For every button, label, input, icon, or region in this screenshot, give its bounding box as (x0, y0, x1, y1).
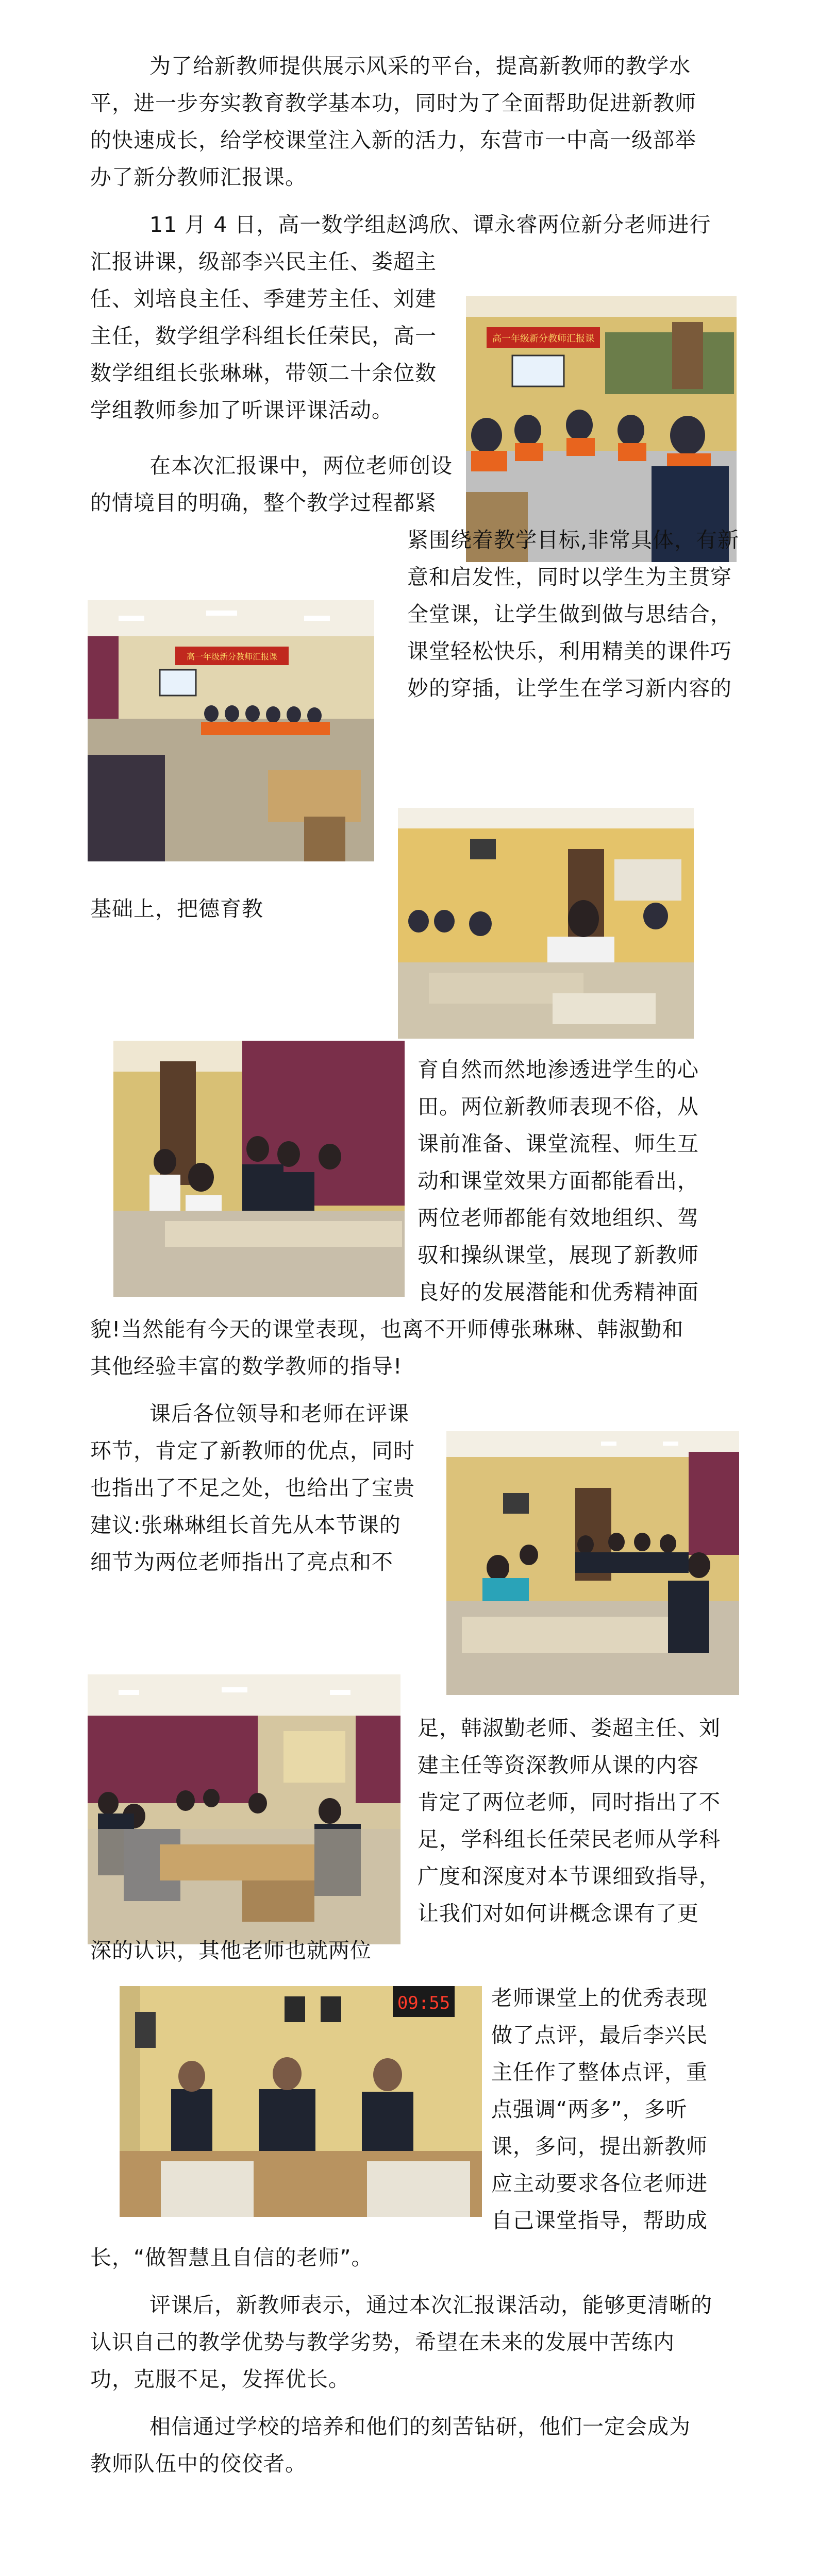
banner-text-2: 高一年级新分教师汇报课 (186, 652, 278, 662)
para3-line5: 全堂课，让学生做到做与思结合， (407, 602, 732, 626)
para3-line3: 紧围绕着教学目标,非常具体，有新 (407, 528, 740, 552)
para4-line10: 广度和深度对本节课细致指导， (418, 1864, 721, 1889)
para4-line12: 深的认识，其他老师也就两位 (90, 1938, 372, 1963)
para2-line4: 主任，数学组学科组长任荣民，高一 (90, 324, 437, 348)
para3-line15: 良好的发展潜能和优秀精神面 (418, 1280, 699, 1304)
para6-line1: 相信通过学校的培养和他们的刻苦钻研，他们一定会成为 (149, 2414, 691, 2439)
para5-line2: 认识自己的教学优势与教学劣势，希望在未来的发展中苦练内 (90, 2330, 675, 2354)
para2-line2: 汇报讲课，级部李兴民主任、娄超主 (90, 249, 437, 274)
photo-teachers-row (113, 1041, 405, 1297)
para4-line13: 老师课堂上的优秀表现 (491, 1986, 708, 2010)
banner-text: 高一年级新分教师汇报课 (492, 333, 594, 344)
para1-line4: 办了新分教师汇报课。 (90, 165, 307, 190)
para2-line6: 学组教师参加了听课评课活动。 (90, 398, 393, 422)
para1-line2: 平，进一步夯实教育教学基本功，同时为了全面帮助促进新教师 (90, 91, 696, 115)
para4-line20: 长，“做智慧且自信的老师”。 (90, 2245, 373, 2270)
para3-line7: 妙的穿插，让学生在学习新内容的 (407, 676, 732, 701)
para3-line16: 貌!当然能有今天的课堂表现，也离不开师傅张琳琳、韩淑勤和 (90, 1317, 684, 1342)
clock-time: 09:55 (397, 1993, 450, 2013)
para3-line9: 育自然而然地渗透进学生的心 (418, 1057, 699, 1082)
para4-line8: 肯定了两位老师，同时指出了不 (418, 1790, 721, 1815)
para5-line1: 评课后，新教师表示，通过本次汇报课活动，能够更清晰的 (149, 2293, 712, 2317)
para4-line3: 也指出了不足之处，也给出了宝贵 (90, 1476, 415, 1500)
para4-line6: 足，韩淑勤老师、娄超主任、刘 (418, 1716, 721, 1740)
para4-line9: 足，学科组长任荣民老师从学科 (418, 1827, 721, 1852)
para3-line1: 在本次汇报课中，两位老师创设 (149, 453, 453, 478)
photo-teachers-desk (398, 808, 694, 1039)
para3-line4: 意和启发性，同时以学生为主贯穿 (407, 565, 732, 589)
para4-line5: 细节为两位老师指出了亮点和不 (90, 1550, 393, 1574)
para5-line3: 功，克服不足，发挥优长。 (90, 2367, 350, 2392)
para4-line11: 让我们对如何讲概念课有了更 (418, 1901, 699, 1926)
para4-line14: 做了点评，最后李兴民 (491, 2023, 708, 2047)
para4-line16: 点强调“两多”，多听 (491, 2097, 688, 2122)
para3-line6: 课堂轻松快乐，利用精美的课件巧 (407, 639, 732, 664)
photo-classroom-wide (88, 600, 374, 861)
para6-line2: 教师队伍中的佼佼者。 (90, 2451, 307, 2476)
para4-line7: 建主任等资深教师从课的内容 (418, 1753, 699, 1777)
para4-line17: 课，多问，提出新教师 (491, 2134, 708, 2159)
para4-line1: 课后各位领导和老师在评课 (149, 1401, 409, 1426)
para4-line19: 自己课堂指导，帮助成 (491, 2208, 708, 2233)
photo-leaders-panel (120, 1986, 482, 2217)
para3-line14: 驭和操纵课堂，展现了新教师 (418, 1243, 699, 1267)
para3-line12: 动和课堂效果方面都能看出， (418, 1168, 699, 1193)
para2-line3: 任、刘培良主任、季建芳主任、刘建 (90, 286, 437, 311)
para4-line15: 主任作了整体点评，重 (491, 2060, 708, 2084)
photo-evaluation-meeting (446, 1431, 739, 1695)
para3-line13: 两位老师都能有效地组织、驾 (418, 1206, 699, 1230)
para3-line10: 田。两位新教师表现不俗，从 (418, 1094, 699, 1119)
para1-line1: 为了给新教师提供展示风采的平台，提高新教师的教学水 (149, 54, 691, 78)
para3-line17: 其他经验丰富的数学教师的指导! (90, 1354, 403, 1379)
para3-line2: 的情境目的明确，整个教学过程都紧 (90, 490, 437, 515)
photo-meeting-room (88, 1674, 400, 1944)
para3-line11: 课前准备、课堂流程、师生互 (418, 1131, 699, 1156)
para4-line18: 应主动要求各位老师进 (491, 2171, 708, 2196)
para1-line3: 的快速成长，给学校课堂注入新的活力，东营市一中高一级部举 (90, 128, 696, 152)
para3-line8: 基础上，把德育教 (90, 896, 263, 921)
para4-line2: 环节，肯定了新教师的优点，同时 (90, 1438, 415, 1463)
para2-line1: 11 月 4 日，高一数学组赵鸿欣、谭永睿两位新分老师进行 (149, 212, 711, 237)
para4-line4: 建议:张琳琳组长首先从本节课的 (90, 1513, 401, 1537)
para2-line5: 数学组组长张琳琳，带领二十余位数 (90, 361, 437, 385)
